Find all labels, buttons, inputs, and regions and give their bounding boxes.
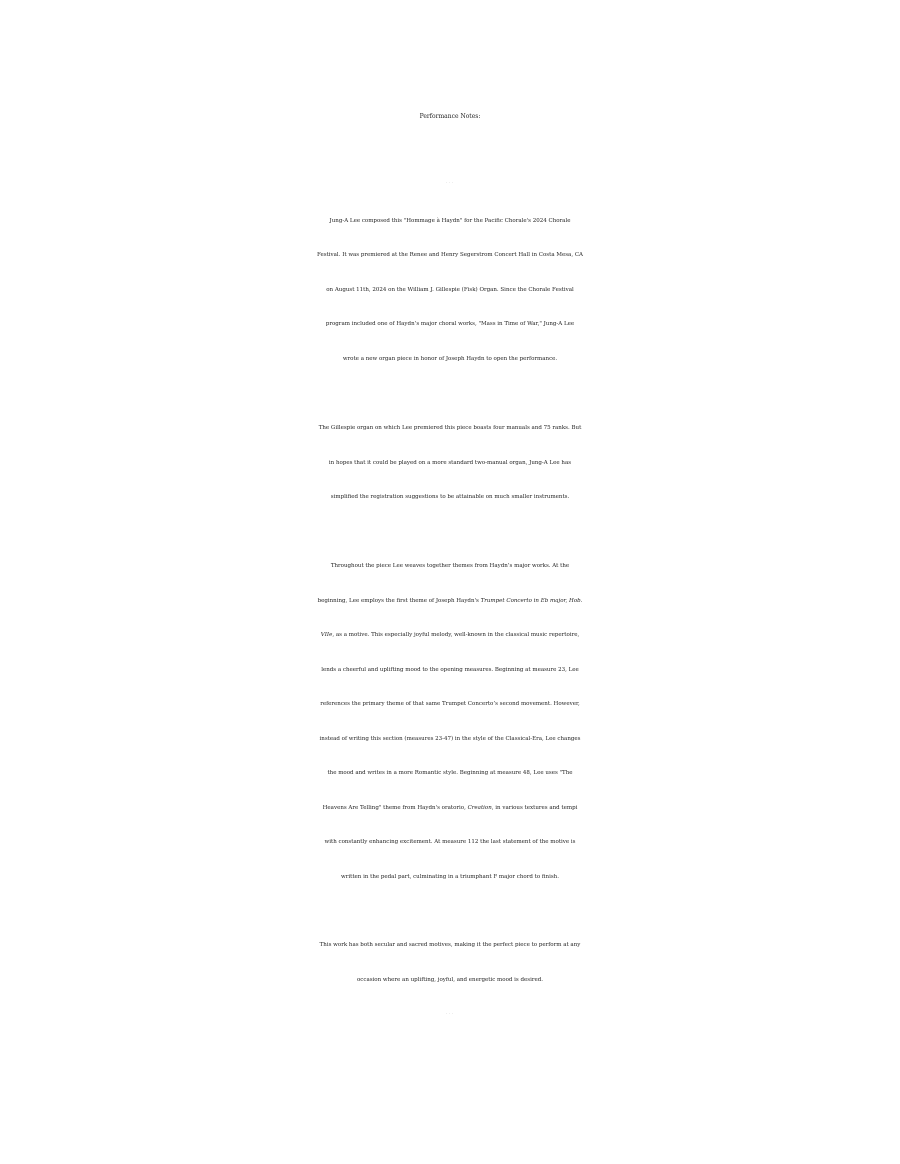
- paragraph-3-line-7: the mood and writes in a more Romantic style. Beginning at measure 48, Lee uses "The: [327, 770, 573, 776]
- paragraph-3-line-10: written in the pedal part, culminating in a triumphant F major chord to finish.: [341, 874, 559, 880]
- paragraph-4-line-1: This work has both secular and sacred motives, making it the perfect piece to perform at any: [319, 942, 581, 948]
- paragraph-3-line-5: references the primary theme of that same Trumpet Concerto’s second movement. However,: [320, 701, 580, 707]
- paragraph-2-line-2: in hopes that it could be played on a more standard two-manual organ, Jung-A Lee has: [328, 460, 572, 466]
- paragraph-3-line-2: [0, 591, 900, 611]
- paragraph-3-line-6: instead of writing this section (measures 23-47) in the style of the Classical-Era, Lee changes: [319, 736, 581, 742]
- paragraph-1-line-4: program included one of Haydn’s major choral works, "Mass in Time of War," Jung-A Lee: [325, 321, 575, 327]
- paragraph-3-line-2-text: beginning, Lee employs the first theme of Joseph Haydn's: [317, 598, 481, 604]
- paragraph-3-line-8: [0, 798, 900, 818]
- paragraph-3-line-8-text-b: , in various textures and tempi: [491, 805, 578, 811]
- paragraph-1-line-1: Jung-A Lee composed this "Hommage à Haydn" for the Pacific Chorale's 2024 Chorale: [329, 218, 571, 224]
- paragraph-3-line-8-text-a: Heavens Are Telling" theme from Haydn's oratorio,: [322, 805, 468, 811]
- paragraph-3-line-3-text: , as a motive. This especially joyful melody, well-known in the classical music repertoire,: [332, 632, 580, 638]
- paragraph-2-line-1: The Gillespie organ on which Lee premiered this piece boasts four manuals and 75 ranks. But: [318, 425, 582, 431]
- trumpet-concerto-title: Trumpet Concerto in Eb major, Hob.: [480, 598, 583, 604]
- paragraph-3-line-9: with constantly enhancing excitement. At measure 112 the last statement of the motive is: [324, 839, 576, 845]
- separator-bottom: * * *: [446, 1014, 454, 1015]
- paragraph-3-line-4: lends a cheerful and uplifting mood to the opening measures. Beginning at measure 23, Lee: [321, 667, 579, 673]
- paragraph-4-line-2: occasion where an uplifting, joyful, and energetic mood is desired.: [356, 977, 544, 983]
- paragraph-3-line-3: [0, 625, 900, 645]
- paragraph-1-line-2: Festival. It was premiered at the Renee and Henry Segerstrom Concert Hall in Costa Mesa, CA: [316, 252, 584, 258]
- paragraph-1-line-3: on August 11th, 2024 on the William J. Gillespie (Fisk) Organ. Since the Chorale Festival: [326, 287, 574, 293]
- paragraph-2-line-3: simplified the registration suggestions to be attainable on much smaller instruments.: [330, 494, 570, 500]
- hob-number: VIIe: [320, 632, 333, 638]
- page-title: Performance Notes:: [419, 113, 481, 120]
- paragraph-3-line-1: Throughout the piece Lee weaves together themes from Haydn’s major works. At the: [330, 563, 570, 569]
- creation-title: Creation: [467, 805, 492, 811]
- paragraph-1-line-5: wrote a new organ piece in honor of Joseph Haydn to open the performance.: [342, 356, 558, 362]
- separator-top: * * *: [446, 183, 454, 184]
